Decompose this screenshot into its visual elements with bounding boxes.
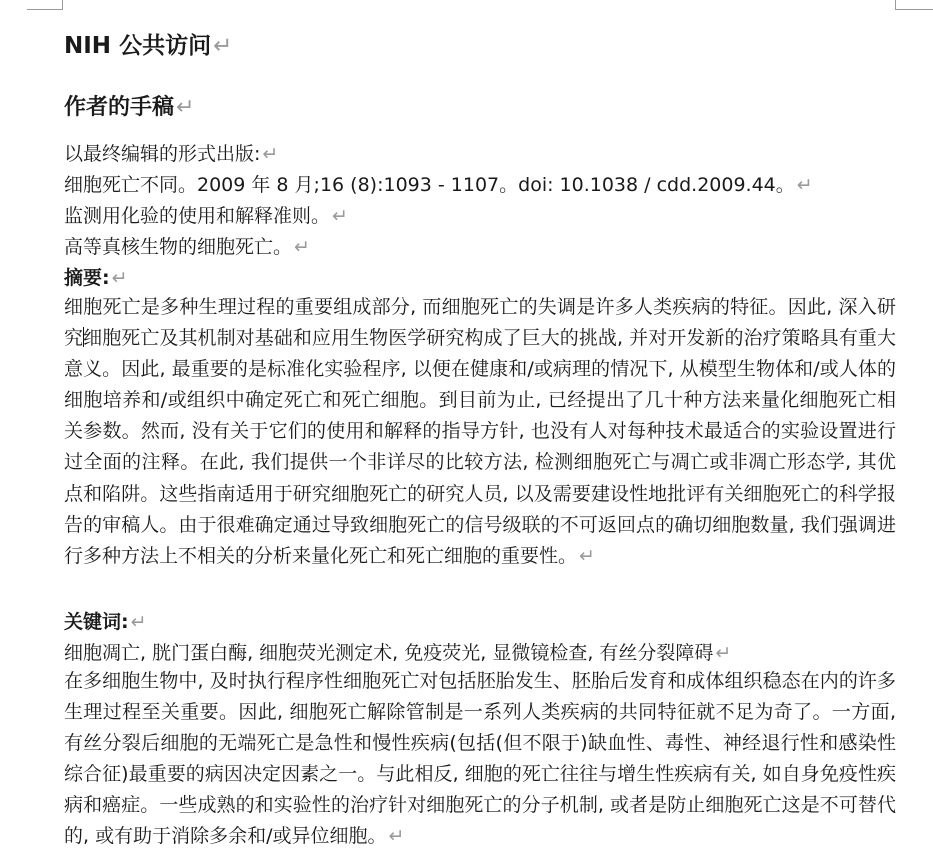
paragraph-mark-icon: ↵	[130, 611, 147, 633]
abstract-label: 摘要: ↵	[64, 267, 128, 289]
crop-mark-top-right	[895, 0, 896, 9]
meta-line-publication: 以最终编辑的形式出版: ↵	[64, 143, 279, 165]
paragraph-mark-icon: ↵	[176, 95, 195, 120]
paragraph-mark-icon: ↵	[388, 825, 405, 848]
meta-line-cell-death: 高等真核生物的细胞死亡。 ↵	[64, 236, 310, 258]
keywords-label: 关键词: ↵	[64, 611, 147, 633]
paragraph-mark-icon: ↵	[796, 174, 813, 196]
doc-heading-nih: NIH 公共访问↵	[64, 33, 233, 59]
meta-line-citation: 细胞死亡不同。2009 年 8 月;16 (8):1093 - 1107。doi: 10.1038 / cdd.2009.44。 ↵	[64, 174, 813, 196]
doc-heading-manuscript: 作者的手稿↵	[64, 95, 195, 120]
paragraph-mark-icon: ↵	[111, 267, 128, 289]
paragraph-mark-icon: ↵	[294, 236, 310, 258]
meta-line-guidelines: 监测用化验的使用和解释准则。 ↵	[64, 205, 348, 227]
paragraph-mark-icon: ↵	[332, 205, 348, 227]
paragraph-mark-icon: ↵	[715, 642, 732, 664]
paragraph-mark-icon: ↵	[579, 544, 595, 567]
abstract-text[interactable]: 细胞死亡是多种生理过程的重要组成部分, 而细胞死亡的失调是许多人类疾病的特征。因此, 深入研究细胞死亡及其机制对基础和应用生物医学研究构成了巨大的挑战, 并对开发新的治疗策略具有重大意义。因此, 最重要的是标准化实验程序, 以便在健康和/或病理的情况下, 从模型生物体和/或人体的细胞培养和/或组织中确定死亡和死亡细胞。到目前为止, 已经提出了几十种方法来量化细胞死亡相关参数。然而, 没有关于它们的使用和解释的指导方针, 也没有人对每种技术最适合的实验设置进行过全面的注释。在此, 我们提供一个非详尽的比较方法, 检测细胞死亡与凋亡或非凋亡形态学, 其优点和陷阱。这些指南适用于研究细胞死亡的研究人员, 以及需要建设性地批评有关细胞死亡的科学报告的审稿人。由于很难确定通过导致细胞死亡的信号级联的不可返回点的确切细胞数量, 我们强调进行多种方法上不相关的分析来量化死亡和死亡细胞的重要性。 ↵	[64, 296, 896, 567]
paragraph-mark-icon: ↵	[262, 143, 279, 165]
crop-mark-top-left-horizontal	[27, 9, 63, 10]
body-paragraph[interactable]: 在多细胞生物中, 及时执行程序性细胞死亡对包括胚胎发生、胚胎后发育和成体组织稳态在内的许多生理过程至关重要。因此, 细胞死亡解除管制是一系列人类疾病的共同特征就不足为奇了。一方面, 有丝分裂后细胞的无端死亡是急性和慢性疾病(包括(但不限于)缺血性、毒性、神经退行性和感染性综合征)最重要的病因决定因素之一。与此相反, 细胞的死亡往往与增生性疾病有关, 如自身免疫性疾病和癌症。一些成熟的和实验性的治疗针对细胞死亡的分子机制, 或者是防止细胞死亡这是不可替代的, 或有助于消除多余和/或异位细胞。 ↵	[64, 670, 896, 848]
crop-mark-top-right-horizontal	[895, 9, 933, 10]
keywords-text: 细胞凋亡, 胱门蛋白酶, 细胞荧光测定术, 免疫荧光, 显微镜检查, 有丝分裂障碍 ↵	[64, 642, 732, 664]
crop-mark-top-left	[62, 0, 63, 9]
paragraph-mark-icon: ↵	[213, 33, 233, 59]
